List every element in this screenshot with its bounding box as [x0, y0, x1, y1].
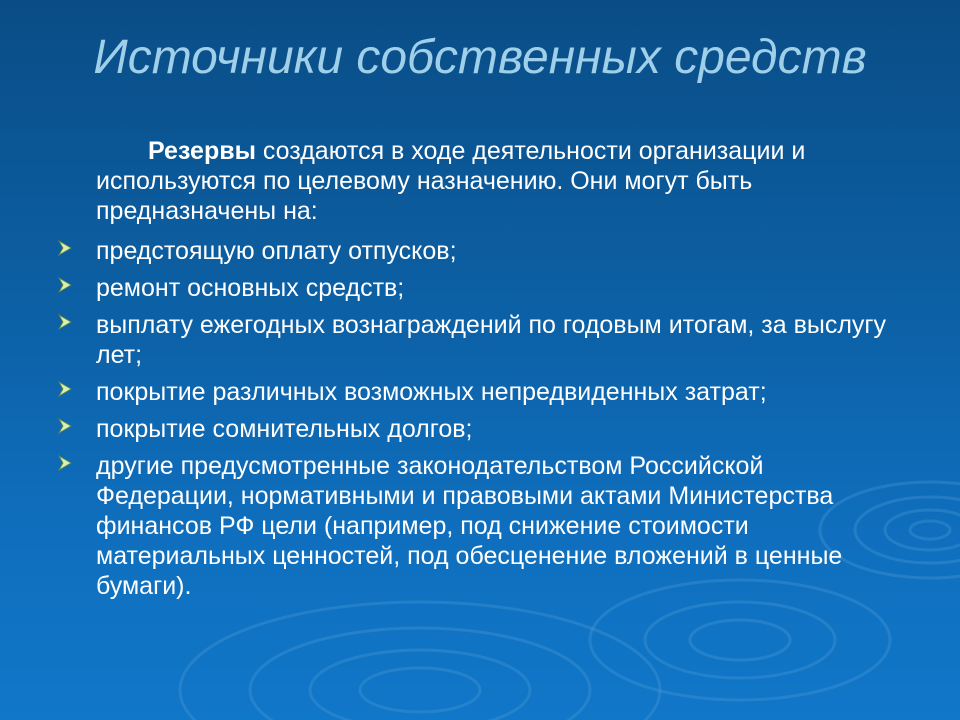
list-item — [56, 273, 906, 303]
list-item-text: другие предусмотренные законодательством Российской Федерации, нормативными и правовыми актами Министерства финансов РФ цели (например, под снижение стоимости материальных ценностей, под обесценение вложений в ценные бумаги). — [96, 452, 843, 600]
chevron-arrow-icon — [56, 313, 74, 331]
intro-paragraph — [56, 136, 906, 226]
list-item-text: выплату ежегодных вознаграждений по годовым итогам, за выслугу лет; — [96, 311, 887, 369]
list-item-text: покрытие различных возможных непредвиденных затрат; — [96, 378, 767, 406]
chevron-arrow-icon — [56, 239, 74, 257]
list-item — [56, 310, 906, 370]
list-item-text: ремонт основных средств; — [96, 274, 405, 302]
chevron-arrow-icon — [56, 380, 74, 398]
slide-body — [56, 136, 906, 608]
chevron-arrow-icon — [56, 417, 74, 435]
list-item — [56, 236, 906, 266]
intro-text: создаются в ходе деятельности организации и используются по целевому назначению. Они могут быть предназначены на: — [96, 137, 806, 225]
intro-bold-term: Резервы — [148, 137, 256, 165]
chevron-arrow-icon — [56, 454, 74, 472]
list-item — [56, 451, 906, 601]
slide-title: Источники собственных средств — [93, 31, 867, 84]
list-item-text: предстоящую оплату отпусков; — [96, 237, 457, 265]
list-item-text: покрытие сомнительных долгов; — [96, 415, 473, 443]
list-item — [56, 377, 906, 407]
chevron-arrow-icon — [56, 276, 74, 294]
bullet-list — [56, 236, 906, 601]
list-item — [56, 414, 906, 444]
